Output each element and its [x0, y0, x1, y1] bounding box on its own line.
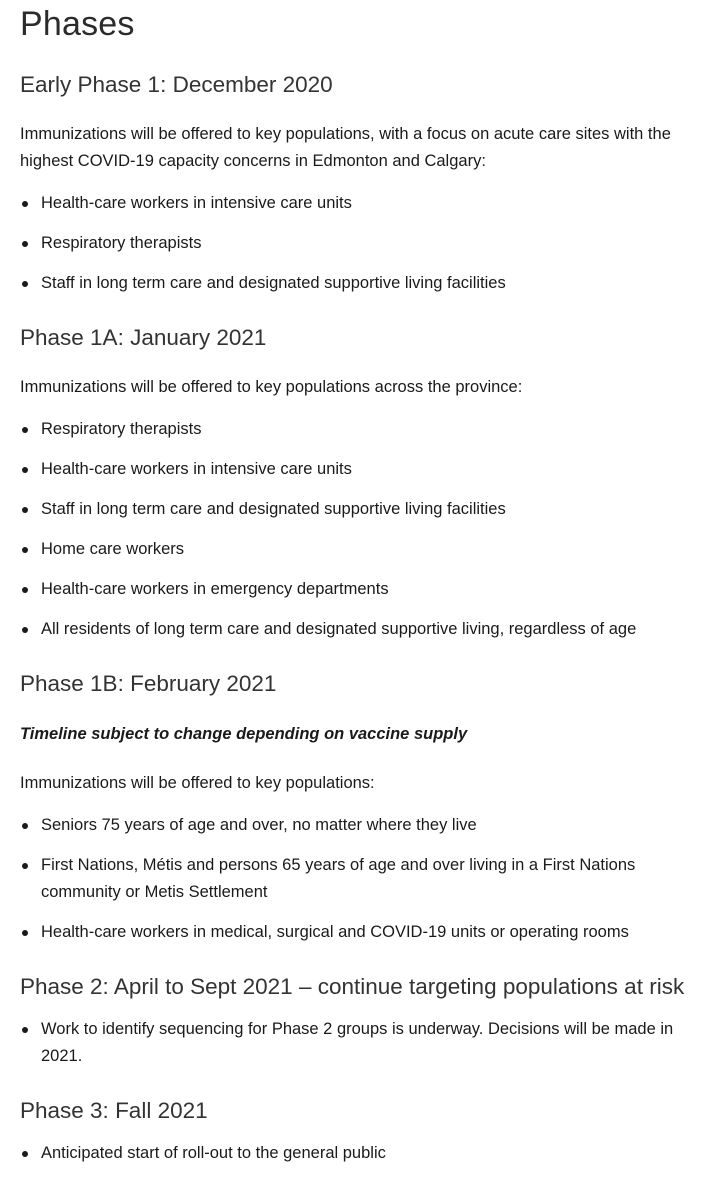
section-heading: Early Phase 1: December 2020: [20, 72, 333, 97]
phases-page: [0, 4, 722, 1167]
section-intro: Immunizations will be offered to key populations across the province:: [20, 378, 523, 396]
list-item: Anticipated start of roll-out to the general public: [20, 1140, 702, 1167]
section-phase-1b: [20, 670, 702, 946]
bullet-list: [20, 416, 702, 643]
bullet-list: [20, 1140, 702, 1167]
section-intro: Immunizations will be offered to key populations:: [20, 774, 375, 792]
list-item: Work to identify sequencing for Phase 2 groups is underway. Decisions will be made in 2021.: [20, 1016, 702, 1070]
list-item: Staff in long term care and designated supportive living facilities: [20, 496, 702, 523]
section-heading: Phase 3: Fall 2021: [20, 1098, 208, 1123]
list-item: Health-care workers in intensive care units: [20, 456, 702, 483]
section-early-phase-1: [20, 71, 702, 297]
list-item: Seniors 75 years of age and over, no matter where they live: [20, 812, 702, 839]
bullet-list: [20, 1016, 702, 1070]
bullet-list: [20, 190, 702, 297]
list-item: Home care workers: [20, 536, 702, 563]
list-item: All residents of long term care and designated supportive living, regardless of age: [20, 616, 702, 643]
page-title: Phases: [20, 5, 135, 43]
section-heading: Phase 1A: January 2021: [20, 325, 267, 350]
list-item: Health-care workers in emergency departments: [20, 576, 702, 603]
section-intro: Immunizations will be offered to key populations, with a focus on acute care sites with the highest COVID-19 capacity concerns in Edmonton and Calgary:: [20, 125, 671, 170]
bullet-list: [20, 812, 702, 946]
list-item: First Nations, Métis and persons 65 years of age and over living in a First Nations community or Metis Settlement: [20, 852, 702, 906]
list-item: Staff in long term care and designated supportive living facilities: [20, 270, 702, 297]
list-item: Respiratory therapists: [20, 230, 702, 257]
section-phase-1a: [20, 324, 702, 643]
list-item: Health-care workers in intensive care units: [20, 190, 702, 217]
section-heading: Phase 2: April to Sept 2021 – continue targeting populations at risk: [20, 974, 685, 999]
section-phase-3: [20, 1097, 702, 1167]
timeline-note: Timeline subject to change depending on vaccine supply: [20, 725, 468, 743]
list-item: Respiratory therapists: [20, 416, 702, 443]
list-item: Health-care workers in medical, surgical and COVID-19 units or operating rooms: [20, 919, 702, 946]
section-heading: Phase 1B: February 2021: [20, 671, 277, 696]
section-phase-2: [20, 973, 702, 1070]
